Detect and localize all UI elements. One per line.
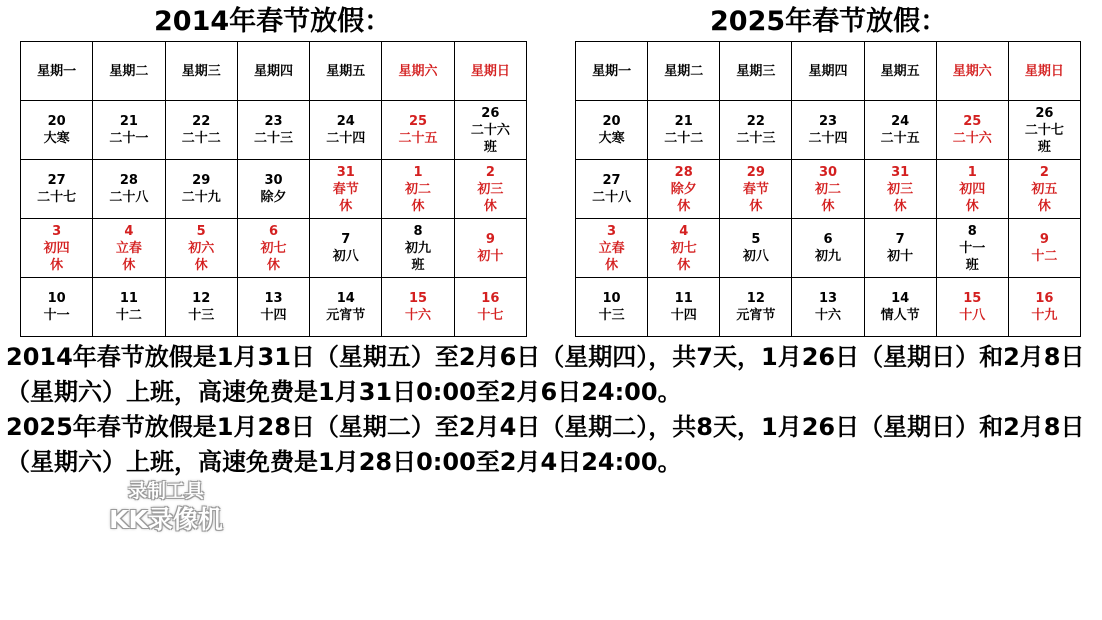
day-number: 27 <box>602 173 621 188</box>
day-number: 9 <box>485 232 495 247</box>
day-number: 3 <box>607 223 617 239</box>
day-number: 21 <box>119 114 138 129</box>
day-cell <box>936 101 1008 160</box>
day-number: 20 <box>602 114 621 129</box>
weekday-header: 星期三 <box>165 42 237 101</box>
lunar-label: 除夕 <box>260 190 287 205</box>
week-row <box>21 219 527 278</box>
lunar-label: 初四 <box>959 181 986 197</box>
day-cell <box>576 101 648 160</box>
day-cell <box>648 101 720 160</box>
weekday-header: 星期五 <box>864 42 936 101</box>
day-number: 27 <box>47 173 66 188</box>
day-number: 30 <box>264 173 283 188</box>
lunar-label: 二十八 <box>109 190 149 205</box>
lunar-label: 立春 <box>115 240 142 256</box>
lunar-label: 二十六 <box>470 122 510 138</box>
day-number: 5 <box>196 223 206 239</box>
day-number: 26 <box>481 105 500 121</box>
lunar-label: 初八 <box>742 249 769 264</box>
lunar-label: 初九 <box>814 249 841 264</box>
day-number: 4 <box>124 223 134 239</box>
day-number: 16 <box>1035 291 1054 306</box>
day-number: 22 <box>746 114 765 129</box>
lunar-label: 初九 <box>405 240 432 256</box>
day-cell <box>792 219 864 278</box>
day-cell <box>576 278 648 337</box>
day-number: 15 <box>963 291 982 306</box>
day-cell <box>792 101 864 160</box>
day-status: 休 <box>50 257 64 273</box>
day-cell <box>21 219 93 278</box>
day-number: 4 <box>679 223 689 239</box>
day-number: 23 <box>264 114 283 129</box>
day-number: 7 <box>895 232 905 247</box>
day-cell <box>237 101 309 160</box>
lunar-label: 十四 <box>260 308 287 323</box>
day-status: 休 <box>605 257 619 273</box>
day-cell <box>165 160 237 219</box>
day-number: 23 <box>818 114 838 129</box>
day-number: 14 <box>891 291 910 306</box>
day-number: 2 <box>485 164 495 180</box>
lunar-label: 二十四 <box>808 131 848 146</box>
day-cell <box>720 101 792 160</box>
weekday-header-row <box>21 42 527 101</box>
lunar-label: 元宵节 <box>326 308 366 323</box>
day-status: 休 <box>266 257 280 273</box>
day-cell <box>310 101 382 160</box>
week-row <box>21 278 527 337</box>
day-number: 7 <box>341 232 351 247</box>
day-cell <box>792 160 864 219</box>
day-number: 3 <box>52 223 62 239</box>
lunar-label: 春节 <box>742 181 769 197</box>
weekday-header: 星期一 <box>21 42 93 101</box>
day-cell <box>310 219 382 278</box>
lunar-label: 十九 <box>1031 308 1058 323</box>
day-status: 班 <box>411 257 425 273</box>
day-cell <box>864 278 936 337</box>
day-status: 休 <box>893 198 907 214</box>
day-cell <box>93 219 165 278</box>
day-number: 1 <box>413 164 423 180</box>
day-cell <box>648 219 720 278</box>
day-status: 休 <box>1037 198 1051 214</box>
lunar-label: 十六 <box>814 308 841 323</box>
weekday-header: 星期一 <box>576 42 648 101</box>
day-number: 30 <box>818 164 838 180</box>
calendar-2025 <box>575 41 1081 337</box>
weekday-header: 星期六 <box>936 42 1008 101</box>
day-number: 29 <box>192 173 211 188</box>
lunar-label: 元宵节 <box>736 308 776 323</box>
day-cell <box>454 278 526 337</box>
lunar-label: 春节 <box>332 181 359 197</box>
day-number: 13 <box>818 291 838 306</box>
weekday-header: 星期四 <box>792 42 864 101</box>
lunar-label: 初三 <box>887 181 914 197</box>
day-cell <box>1008 160 1080 219</box>
day-number: 10 <box>47 291 66 306</box>
weekday-header-row <box>576 42 1081 101</box>
lunar-label: 二十八 <box>592 190 632 205</box>
lunar-label: 二十九 <box>181 190 221 205</box>
day-cell <box>792 278 864 337</box>
lunar-label: 二十三 <box>253 131 293 146</box>
day-number: 12 <box>746 291 765 306</box>
day-number: 24 <box>336 114 355 129</box>
day-number: 1 <box>967 164 977 180</box>
week-row <box>576 101 1081 160</box>
day-number: 22 <box>192 114 211 129</box>
lunar-label: 立春 <box>598 240 625 256</box>
day-cell <box>864 101 936 160</box>
day-number: 20 <box>47 114 66 129</box>
day-number: 31 <box>891 164 910 180</box>
day-number: 29 <box>746 164 765 180</box>
lunar-label: 初七 <box>670 240 697 256</box>
lunar-label: 十二 <box>115 308 142 323</box>
day-number: 16 <box>481 291 500 306</box>
day-cell <box>576 219 648 278</box>
lunar-label: 初十 <box>887 249 914 264</box>
day-status: 休 <box>965 198 979 214</box>
day-status: 休 <box>749 198 763 214</box>
day-cell <box>454 101 526 160</box>
weekday-header: 星期三 <box>720 42 792 101</box>
recorder-watermark <box>96 478 236 536</box>
lunar-label: 大寒 <box>598 131 625 146</box>
lunar-label: 十三 <box>598 308 625 323</box>
lunar-label: 二十七 <box>1024 122 1064 138</box>
day-number: 21 <box>674 114 693 129</box>
day-cell <box>454 219 526 278</box>
lunar-label: 初二 <box>405 181 432 197</box>
day-number: 9 <box>1039 232 1049 247</box>
day-status: 休 <box>677 198 691 214</box>
day-cell <box>864 219 936 278</box>
lunar-label: 十一 <box>43 308 70 323</box>
lunar-label: 十六 <box>405 308 432 323</box>
day-number: 11 <box>119 291 138 306</box>
day-cell <box>936 160 1008 219</box>
lunar-label: 十二 <box>1031 249 1058 264</box>
holiday-notes <box>6 340 1098 480</box>
lunar-label: 初三 <box>477 181 504 197</box>
day-number: 28 <box>674 164 693 180</box>
day-cell <box>454 160 526 219</box>
lunar-label: 初八 <box>332 249 359 264</box>
weekday-header: 星期日 <box>454 42 526 101</box>
day-cell <box>1008 219 1080 278</box>
weekday-header: 星期五 <box>310 42 382 101</box>
day-status: 休 <box>411 198 425 214</box>
day-number: 12 <box>192 291 211 306</box>
lunar-label: 二十三 <box>736 131 776 146</box>
day-cell <box>382 160 454 219</box>
weekday-header: 星期日 <box>1008 42 1080 101</box>
day-cell <box>21 160 93 219</box>
day-cell <box>93 278 165 337</box>
day-number: 6 <box>823 232 833 247</box>
day-number: 25 <box>409 114 428 129</box>
day-cell <box>165 101 237 160</box>
lunar-label: 二十四 <box>326 131 366 146</box>
day-cell <box>310 278 382 337</box>
day-cell <box>93 101 165 160</box>
day-cell <box>382 101 454 160</box>
lunar-label: 二十五 <box>398 131 438 146</box>
day-cell <box>720 219 792 278</box>
watermark-line1: 录制工具 <box>127 480 204 502</box>
lunar-label: 十三 <box>188 308 215 323</box>
calendar-title-2025: 2025年春节放假： <box>710 6 948 37</box>
weekday-header: 星期四 <box>237 42 309 101</box>
calendar-title-2014: 2014年春节放假： <box>154 6 392 37</box>
day-number: 25 <box>963 114 982 129</box>
weekday-header: 星期六 <box>382 42 454 101</box>
day-cell <box>576 160 648 219</box>
lunar-label: 二十七 <box>37 190 77 205</box>
lunar-label: 十四 <box>670 308 697 323</box>
day-number: 2 <box>1039 164 1049 180</box>
day-status: 休 <box>339 198 353 214</box>
day-number: 26 <box>1035 105 1054 121</box>
day-cell <box>864 160 936 219</box>
week-row <box>21 101 527 160</box>
lunar-label: 十八 <box>959 308 986 323</box>
lunar-label: 初五 <box>1031 181 1058 197</box>
lunar-label: 二十一 <box>109 131 149 146</box>
week-row <box>21 160 527 219</box>
day-cell <box>720 160 792 219</box>
lunar-label: 十七 <box>477 308 504 323</box>
day-number: 13 <box>264 291 283 306</box>
day-cell <box>1008 101 1080 160</box>
lunar-label: 初六 <box>188 240 215 256</box>
lunar-label: 初十 <box>477 249 504 264</box>
day-cell <box>648 278 720 337</box>
day-status: 休 <box>677 257 691 273</box>
day-cell <box>21 278 93 337</box>
day-number: 11 <box>674 291 693 306</box>
day-number: 8 <box>413 223 423 239</box>
day-cell <box>237 160 309 219</box>
day-status: 休 <box>194 257 208 273</box>
lunar-label: 二十二 <box>664 131 704 146</box>
day-number: 5 <box>751 232 761 247</box>
lunar-label: 十一 <box>959 240 986 256</box>
day-number: 10 <box>602 291 621 306</box>
lunar-label: 除夕 <box>670 181 697 197</box>
weekday-header: 星期二 <box>648 42 720 101</box>
day-cell <box>93 160 165 219</box>
lunar-label: 初四 <box>43 240 70 256</box>
day-status: 班 <box>965 257 979 273</box>
day-status: 休 <box>483 198 497 214</box>
day-cell <box>382 278 454 337</box>
day-cell <box>165 278 237 337</box>
day-cell <box>720 278 792 337</box>
day-cell <box>237 219 309 278</box>
day-cell <box>237 278 309 337</box>
day-number: 28 <box>119 173 138 188</box>
lunar-label: 初二 <box>814 181 841 197</box>
weekday-header: 星期二 <box>93 42 165 101</box>
day-number: 8 <box>967 223 977 239</box>
week-row <box>576 160 1081 219</box>
day-status: 班 <box>1037 139 1051 155</box>
day-number: 24 <box>891 114 910 129</box>
day-number: 31 <box>336 164 355 180</box>
day-cell <box>382 219 454 278</box>
week-row <box>576 219 1081 278</box>
day-cell <box>936 278 1008 337</box>
day-number: 14 <box>336 291 355 306</box>
day-cell <box>310 160 382 219</box>
lunar-label: 二十二 <box>181 131 221 146</box>
calendar-2014 <box>20 41 527 337</box>
lunar-label: 情人节 <box>880 308 920 323</box>
day-cell <box>1008 278 1080 337</box>
lunar-label: 二十五 <box>880 131 920 146</box>
week-row <box>576 278 1081 337</box>
day-cell <box>648 160 720 219</box>
day-cell <box>21 101 93 160</box>
watermark-line2: KK录像机 <box>109 505 223 534</box>
day-status: 休 <box>821 198 835 214</box>
day-number: 6 <box>268 223 278 239</box>
lunar-label: 二十六 <box>952 131 992 146</box>
day-number: 15 <box>409 291 428 306</box>
day-cell <box>936 219 1008 278</box>
lunar-label: 初七 <box>260 240 287 256</box>
day-cell <box>165 219 237 278</box>
note-2025: 2025年春节放假是1月28日（星期二）至2月4日（星期二），共8天，1月26日（星期日）和2月8日（星期六）上班，高速免费是1月28日0:00至2月4日24:00。 <box>6 413 1085 476</box>
note-2014: 2014年春节放假是1月31日（星期五）至2月6日（星期四），共7天，1月26日（星期日）和2月8日（星期六）上班，高速免费是1月31日0:00至2月6日24:00。 <box>6 343 1085 406</box>
lunar-label: 大寒 <box>43 131 70 146</box>
day-status: 休 <box>122 257 136 273</box>
day-status: 班 <box>483 139 497 155</box>
